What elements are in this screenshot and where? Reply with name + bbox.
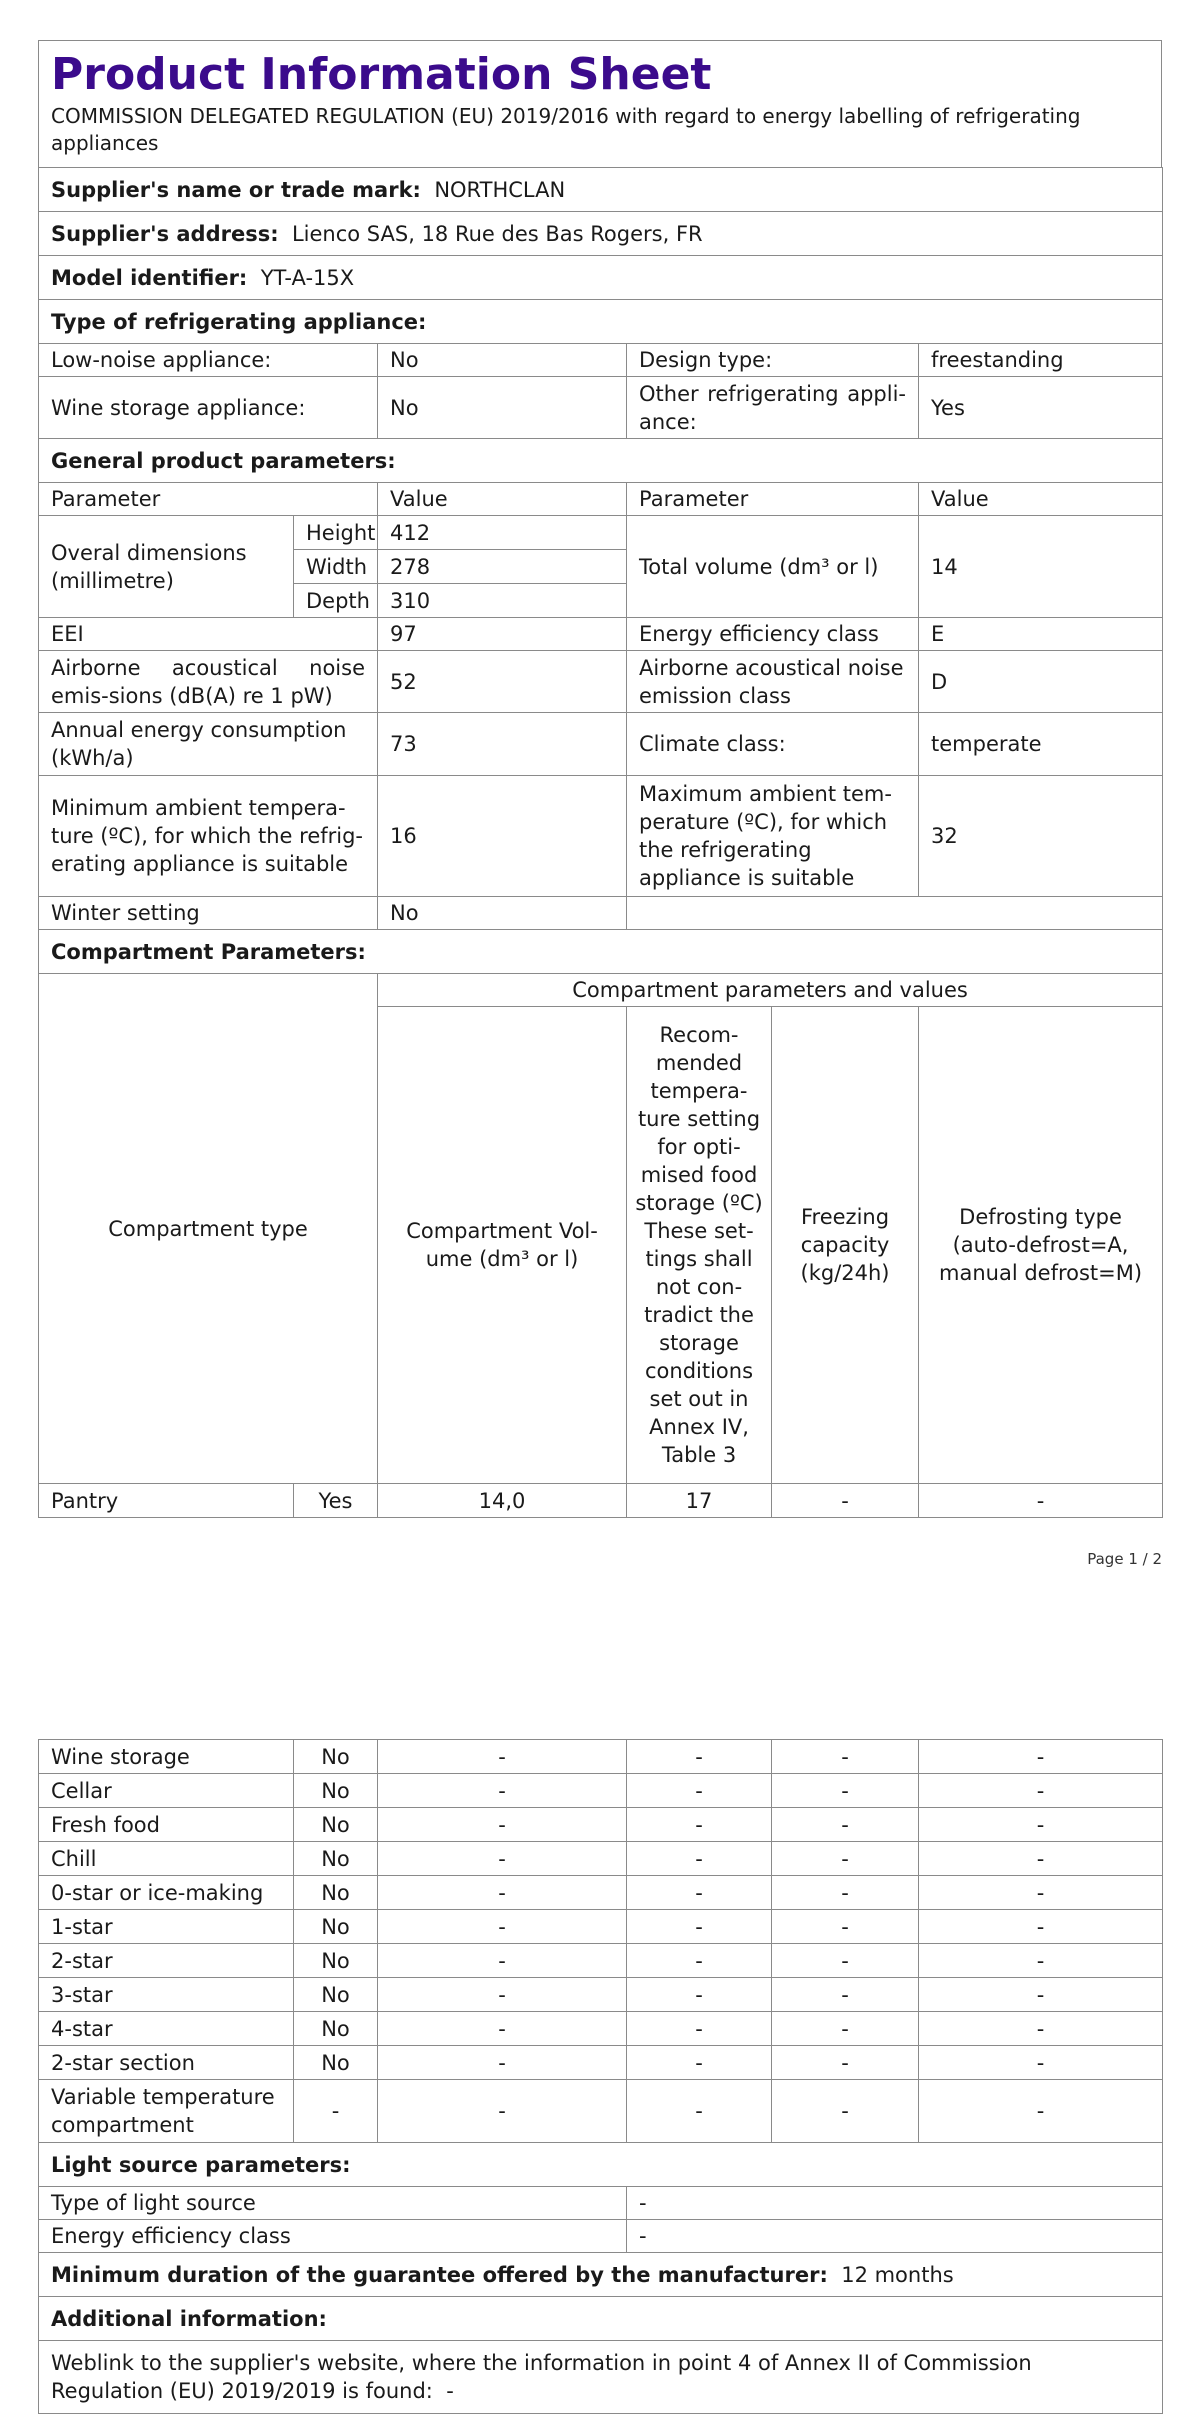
- compartment-freezing: -: [772, 1978, 919, 2012]
- wine-storage-row: [39, 377, 1163, 439]
- compartment-defrost: -: [919, 1944, 1163, 1978]
- table-row: [39, 1876, 1163, 1910]
- parameter-header: Parameter: [39, 483, 378, 516]
- low-noise-row: [39, 344, 1163, 377]
- compartment-volume: -: [378, 1876, 627, 1910]
- compartment-temp: -: [627, 1978, 772, 2012]
- model-row: [39, 256, 1163, 300]
- width-label: Width: [294, 550, 378, 584]
- table-row: [39, 1808, 1163, 1842]
- compartment-name: Fresh food: [39, 1808, 294, 1842]
- compartment-name: Pantry: [39, 1484, 294, 1518]
- compartment-defrost: -: [919, 1808, 1163, 1842]
- compartment-defrost: -: [919, 2046, 1163, 2080]
- ambient-temp-row: [39, 776, 1163, 897]
- total-volume-value: 14: [919, 516, 1163, 618]
- compartment-volume: -: [378, 1944, 627, 1978]
- total-volume-label: Total volume (dm³ or l): [627, 516, 919, 618]
- compartment-freezing: -: [772, 1876, 919, 1910]
- light-type-row: [39, 2187, 1163, 2220]
- additional-heading-row: [39, 2297, 1163, 2341]
- table-row: [39, 1774, 1163, 1808]
- compartment-name: Chill: [39, 1842, 294, 1876]
- compartment-present: No: [294, 2046, 378, 2080]
- compartment-volume: -: [378, 1978, 627, 2012]
- sheet-page-1: [38, 40, 1162, 1518]
- light-heading-row: [39, 2143, 1163, 2187]
- compartment-temp: 17: [627, 1484, 772, 1518]
- model-value: YT-A-15X: [260, 265, 355, 290]
- design-type-label: Design type:: [627, 344, 919, 377]
- table-row: [39, 2080, 1163, 2143]
- compartment-defrost: -: [919, 2012, 1163, 2046]
- model-label: Model identifier:: [51, 265, 248, 290]
- light-eec-label: Energy efficiency class: [39, 2220, 627, 2253]
- defrosting-type-header: Defrosting type (auto-defrost=A, manual defrost=M): [919, 1007, 1163, 1484]
- compartment-volume: -: [378, 1774, 627, 1808]
- compartment-name: 2-star section: [39, 2046, 294, 2080]
- recommended-temp-header: [627, 1007, 772, 1484]
- compartment-volume: -: [378, 2012, 627, 2046]
- supplier-name-label: Supplier's name or trade mark:: [51, 177, 421, 202]
- compartment-name: 0-star or ice-making: [39, 1876, 294, 1910]
- compartment-defrost: -: [919, 1484, 1163, 1518]
- compartment-table-page-1: [38, 973, 1163, 1518]
- compartment-rows: [39, 1740, 1163, 2143]
- compartment-name: 3-star: [39, 1978, 294, 2012]
- supplier-address-value: Lienco SAS, 18 Rue des Bas Rogers, FR: [291, 221, 703, 246]
- dimensions-row-height: [39, 516, 1163, 550]
- supplier-name-value: NORTHCLAN: [434, 177, 566, 202]
- compartment-present: No: [294, 2012, 378, 2046]
- compartment-defrost: -: [919, 1978, 1163, 2012]
- type-heading-row: [39, 300, 1163, 344]
- annual-label: Annual energy consumption (kWh/a): [39, 713, 378, 776]
- wine-storage-label: Wine storage appliance:: [39, 377, 378, 439]
- compartment-present: No: [294, 1740, 378, 1774]
- noise-value: 52: [378, 651, 627, 713]
- supplier-name-row: [39, 168, 1163, 212]
- noise-class-label: Airborne acoustical noise emission class: [627, 651, 919, 713]
- max-temp-value: 32: [919, 776, 1163, 897]
- compartment-freezing: -: [772, 1484, 919, 1518]
- light-guarantee-table: [38, 2142, 1163, 2414]
- annual-value: 73: [378, 713, 627, 776]
- compartment-temp: -: [627, 1876, 772, 1910]
- compartment-temp: -: [627, 2046, 772, 2080]
- noise-row: [39, 651, 1163, 713]
- compartment-volume: -: [378, 2080, 627, 2143]
- design-type-value: freestanding: [919, 344, 1163, 377]
- depth-label: Depth: [294, 584, 378, 618]
- compartment-heading-row: [39, 930, 1163, 974]
- dimensions-label: Overal dimensions (millimetre): [39, 516, 294, 618]
- compartment-heading: Compartment Parameters:: [51, 939, 366, 964]
- sheet-header: [38, 40, 1162, 167]
- climate-label: Climate class:: [627, 713, 919, 776]
- table-row: [39, 1740, 1163, 1774]
- recommended-temp-note: These set-tings shall not con-tradict the storage conditions set out in Annex IV, Table 3: [644, 1219, 754, 1467]
- additional-heading: Additional information:: [51, 2306, 327, 2331]
- eec-label: Energy efficiency class: [627, 618, 919, 651]
- table-row: [39, 2046, 1163, 2080]
- light-type-label: Type of light source: [39, 2187, 627, 2220]
- noise-class-value: D: [919, 651, 1163, 713]
- compartment-defrost: -: [919, 1842, 1163, 1876]
- weblink-row: [39, 2341, 1163, 2414]
- light-eec-row: [39, 2220, 1163, 2253]
- supplier-address-row: [39, 212, 1163, 256]
- compartment-type-header: Compartment type: [39, 974, 378, 1484]
- other-appliance-value: Yes: [919, 377, 1163, 439]
- page-number: Page 1 / 2: [1087, 1550, 1162, 1568]
- light-heading: Light source parameters:: [51, 2152, 351, 2177]
- compartment-freezing: -: [772, 1774, 919, 1808]
- wine-storage-value: No: [378, 377, 627, 439]
- compartment-freezing: -: [772, 1842, 919, 1876]
- compartment-present: No: [294, 1944, 378, 1978]
- parameter-header-2: Parameter: [627, 483, 919, 516]
- guarantee-row: [39, 2253, 1163, 2297]
- compartment-temp: -: [627, 2012, 772, 2046]
- compartment-volume-header: Compartment Vol-ume (dm³ or l): [378, 1007, 627, 1484]
- general-header-row: [39, 483, 1163, 516]
- compartment-present: No: [294, 1842, 378, 1876]
- compartment-temp: -: [627, 1740, 772, 1774]
- min-temp-value: 16: [378, 776, 627, 897]
- compartment-params-header: Compartment parameters and values: [378, 974, 1163, 1007]
- compartment-freezing: -: [772, 1740, 919, 1774]
- compartment-present: Yes: [294, 1484, 378, 1518]
- table-row: [39, 2012, 1163, 2046]
- min-temp-label: Minimum ambient tempera-ture (ºC), for which the refrig-erating appliance is suitable: [39, 776, 378, 897]
- table-row: [39, 1910, 1163, 1944]
- table-row: [39, 1484, 1163, 1518]
- low-noise-value: No: [378, 344, 627, 377]
- compartment-present: No: [294, 1910, 378, 1944]
- eei-label: EEI: [39, 618, 378, 651]
- compartment-defrost: -: [919, 2080, 1163, 2143]
- compartment-volume: -: [378, 1740, 627, 1774]
- compartment-temp: -: [627, 1808, 772, 1842]
- compartment-temp: -: [627, 2080, 772, 2143]
- compartment-volume: -: [378, 1842, 627, 1876]
- compartment-table-page-2: [38, 1739, 1163, 2143]
- noise-label: Airborne acoustical noise emis-sions (dB(A) re 1 pW): [39, 651, 378, 713]
- compartment-freezing: -: [772, 2046, 919, 2080]
- compartment-volume: 14,0: [378, 1484, 627, 1518]
- compartment-volume: -: [378, 2046, 627, 2080]
- compartment-present: -: [294, 2080, 378, 2143]
- eei-value: 97: [378, 618, 627, 651]
- sheet-page-2: [38, 1739, 1162, 2414]
- compartment-name: 2-star: [39, 1944, 294, 1978]
- annual-row: [39, 713, 1163, 776]
- light-eec-value: -: [627, 2220, 1163, 2253]
- compartment-volume: -: [378, 1808, 627, 1842]
- general-heading-row: [39, 439, 1163, 483]
- compartment-freezing: -: [772, 1944, 919, 1978]
- max-temp-label: Maximum ambient tem-perature (ºC), for which the refrigerating appliance is suitable: [627, 776, 919, 897]
- compartment-defrost: -: [919, 1876, 1163, 1910]
- guarantee-label: Minimum duration of the guarantee offered by the manufacturer:: [51, 2262, 828, 2287]
- regulation-text: COMMISSION DELEGATED REGULATION (EU) 2019/2016 with regard to energy labelling of refrigerating appliances: [51, 104, 1081, 155]
- eec-value: E: [919, 618, 1163, 651]
- weblink-label: Weblink to the supplier's website, where the information in point 4 of Annex II of Commission Regulation (EU) 2019/2019 is found:: [51, 2351, 1032, 2403]
- compartment-volume: -: [378, 1910, 627, 1944]
- eei-row: [39, 618, 1163, 651]
- light-type-value: -: [627, 2187, 1163, 2220]
- compartment-freezing: -: [772, 2012, 919, 2046]
- table-row: [39, 1842, 1163, 1876]
- climate-value: temperate: [919, 713, 1163, 776]
- winter-value: No: [378, 897, 627, 930]
- recommended-temp-header-text: Recom-mended tempera-ture setting for opti-mised food storage (ºC): [635, 1023, 763, 1215]
- compartment-defrost: -: [919, 1740, 1163, 1774]
- type-heading: Type of refrigerating appliance:: [51, 309, 427, 334]
- freezing-capacity-header: Freezing capacity (kg/24h): [772, 1007, 919, 1484]
- table-row: [39, 1944, 1163, 1978]
- compartment-header-row-1: [39, 974, 1163, 1007]
- winter-row: [39, 897, 1163, 930]
- page-title: Product Information Sheet: [51, 49, 712, 100]
- guarantee-value: 12 months: [841, 2262, 954, 2287]
- low-noise-label: Low-noise appliance:: [39, 344, 378, 377]
- compartment-present: No: [294, 1808, 378, 1842]
- value-header: Value: [378, 483, 627, 516]
- compartment-temp: -: [627, 1842, 772, 1876]
- info-table-page-1: [38, 167, 1163, 974]
- compartment-temp: -: [627, 1910, 772, 1944]
- depth-value: 310: [378, 584, 627, 618]
- weblink-value: -: [446, 2379, 454, 2403]
- compartment-defrost: -: [919, 1774, 1163, 1808]
- compartment-present: No: [294, 1876, 378, 1910]
- compartment-defrost: -: [919, 1910, 1163, 1944]
- compartment-name: Variable temperature compartment: [39, 2080, 294, 2143]
- general-heading: General product parameters:: [51, 448, 396, 473]
- width-value: 278: [378, 550, 627, 584]
- table-row: [39, 1978, 1163, 2012]
- height-label: Height: [294, 516, 378, 550]
- empty-cell: [627, 897, 1163, 930]
- winter-label: Winter setting: [39, 897, 378, 930]
- compartment-freezing: -: [772, 1808, 919, 1842]
- compartment-temp: -: [627, 1774, 772, 1808]
- compartment-present: No: [294, 1978, 378, 2012]
- supplier-address-label: Supplier's address:: [51, 221, 279, 246]
- compartment-temp: -: [627, 1944, 772, 1978]
- compartment-name: Cellar: [39, 1774, 294, 1808]
- other-appliance-label: Other refrigerating appli-ance:: [627, 377, 919, 439]
- compartment-freezing: -: [772, 1910, 919, 1944]
- compartment-name: 1-star: [39, 1910, 294, 1944]
- height-value: 412: [378, 516, 627, 550]
- compartment-name: Wine storage: [39, 1740, 294, 1774]
- compartment-name: 4-star: [39, 2012, 294, 2046]
- compartment-freezing: -: [772, 2080, 919, 2143]
- value-header-2: Value: [919, 483, 1163, 516]
- compartment-present: No: [294, 1774, 378, 1808]
